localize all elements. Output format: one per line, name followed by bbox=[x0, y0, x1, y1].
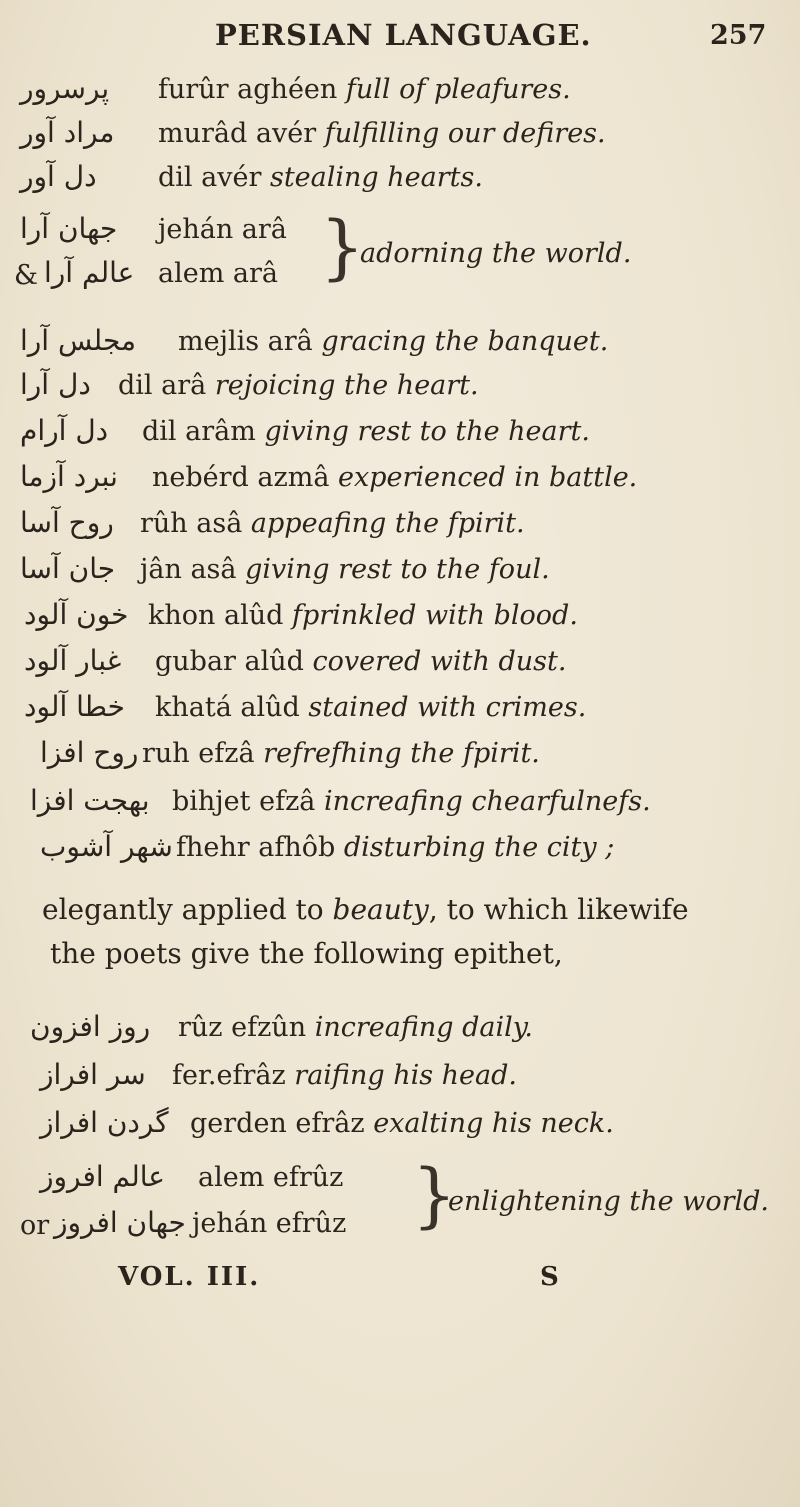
arabic-word: دل آور bbox=[20, 160, 97, 193]
entry-gloss bbox=[155, 692, 586, 723]
transliteration: jân asâ bbox=[140, 554, 237, 585]
arabic-word: گردن افراز bbox=[40, 1106, 169, 1139]
transliteration: fhehr afhôb bbox=[176, 832, 336, 863]
arabic-word: نبرد آزما bbox=[20, 460, 118, 493]
english-meaning: refrefhing the fpirit. bbox=[263, 738, 540, 769]
arabic-word: جان آسا bbox=[20, 552, 116, 585]
arabic-word: مجلس آرا bbox=[20, 324, 137, 357]
transliteration: murâd avér bbox=[158, 118, 317, 149]
transliteration: gerden efrâz bbox=[190, 1108, 365, 1139]
transliteration: alem arâ bbox=[158, 258, 278, 289]
english-meaning: raifing his head. bbox=[294, 1060, 517, 1091]
page-number: 257 bbox=[710, 20, 767, 51]
prose-text: the poets give the following epithet, bbox=[50, 937, 563, 970]
english-meaning: gracing the banquet. bbox=[321, 326, 609, 357]
english-meaning: exalting his neck. bbox=[373, 1108, 614, 1139]
english-meaning: fprinkled with blood. bbox=[291, 600, 578, 631]
english-meaning: giving rest to the heart. bbox=[264, 416, 590, 447]
transliteration: rûz efzûn bbox=[178, 1012, 307, 1043]
transliteration: khon alûd bbox=[148, 600, 284, 631]
entry-gloss bbox=[172, 786, 651, 817]
arabic-word: روز افزون bbox=[30, 1010, 151, 1043]
transliteration: dil avér bbox=[158, 162, 262, 193]
arabic-word: جهان افروز bbox=[54, 1206, 186, 1239]
transliteration: rûh asâ bbox=[140, 508, 243, 539]
prose-emphasis: beauty bbox=[332, 893, 429, 926]
brace-gloss: enlightening the world. bbox=[448, 1186, 769, 1217]
vocab-entry bbox=[0, 506, 800, 548]
entry-gloss bbox=[178, 326, 608, 357]
vocab-entry bbox=[0, 1010, 800, 1052]
arabic-word: بهجت افزا bbox=[30, 784, 150, 817]
arabic-word: مراد آور bbox=[20, 116, 115, 149]
transliteration: bihjet efzâ bbox=[172, 786, 316, 817]
vocab-entry bbox=[0, 830, 800, 872]
vocab-entry bbox=[0, 116, 800, 158]
entry-gloss bbox=[118, 370, 479, 401]
vocab-entry bbox=[0, 552, 800, 594]
prose-line bbox=[50, 932, 770, 976]
running-header bbox=[0, 10, 800, 60]
english-meaning: increafing chearfulnefs. bbox=[323, 786, 651, 817]
arabic-word: غبار آلود bbox=[24, 644, 122, 677]
entry-gloss bbox=[152, 462, 637, 493]
vocab-entry bbox=[0, 72, 800, 114]
english-meaning: appeafing the fpirit. bbox=[250, 508, 525, 539]
vocab-entry bbox=[0, 598, 800, 640]
arabic-word: دل آرام bbox=[20, 414, 109, 447]
entry-gloss bbox=[158, 74, 571, 105]
transliteration: jehán arâ bbox=[158, 214, 287, 245]
arabic-word: روح افزا bbox=[40, 736, 139, 769]
arabic-word: شهر آشوب bbox=[40, 830, 173, 863]
arabic-word: خطا آلود bbox=[24, 690, 125, 723]
arabic-word: سر افراز bbox=[40, 1058, 146, 1091]
vocab-entry bbox=[0, 414, 800, 456]
english-meaning: rejoicing the heart. bbox=[214, 370, 479, 401]
entry-gloss bbox=[140, 554, 550, 585]
entry-gloss bbox=[190, 1108, 614, 1139]
vocab-entry bbox=[0, 160, 800, 202]
english-meaning: covered with dust. bbox=[312, 646, 567, 677]
vocab-entry bbox=[0, 1058, 800, 1100]
transliteration: dil arâm bbox=[142, 416, 256, 447]
vocab-entry bbox=[0, 368, 800, 410]
english-meaning: stealing hearts. bbox=[269, 162, 483, 193]
english-meaning: experienced in battle. bbox=[338, 462, 638, 493]
conjunction: & bbox=[14, 260, 39, 291]
vocab-entry bbox=[0, 690, 800, 732]
english-meaning: giving rest to the foul. bbox=[245, 554, 550, 585]
brace-mark: } bbox=[320, 206, 365, 288]
brace-gloss: adorning the world. bbox=[360, 238, 632, 269]
entry-gloss bbox=[176, 832, 614, 863]
entry-gloss bbox=[178, 1012, 533, 1043]
transliteration: dil arâ bbox=[118, 370, 207, 401]
arabic-word: جهان آرا bbox=[20, 212, 118, 245]
vocab-entry bbox=[0, 1106, 800, 1148]
transliteration: nebérd azmâ bbox=[152, 462, 330, 493]
english-meaning: stained with crimes. bbox=[308, 692, 587, 723]
transliteration: ruh efzâ bbox=[142, 738, 255, 769]
vocab-entry bbox=[0, 460, 800, 502]
vocab-entry bbox=[0, 644, 800, 686]
english-meaning: full of pleafures. bbox=[345, 74, 571, 105]
transliteration: mejlis arâ bbox=[178, 326, 313, 357]
prose-text: elegantly applied to bbox=[42, 893, 324, 926]
entry-gloss bbox=[158, 162, 483, 193]
english-meaning: increafing daily. bbox=[314, 1012, 533, 1043]
brace-mark: } bbox=[412, 1154, 457, 1236]
arabic-word: عالم افروز bbox=[40, 1160, 165, 1193]
arabic-word: روح آسا bbox=[20, 506, 114, 539]
arabic-word: دل آرا bbox=[20, 368, 91, 401]
entry-gloss bbox=[142, 738, 540, 769]
conjunction: or bbox=[20, 1210, 50, 1241]
arabic-word: خون آلود bbox=[24, 598, 129, 631]
entry-gloss bbox=[148, 600, 578, 631]
transliteration: khatá alûd bbox=[155, 692, 300, 723]
prose-text: , to which likewife bbox=[428, 893, 689, 926]
prose-line bbox=[42, 888, 762, 932]
transliteration: alem efrûz bbox=[198, 1162, 344, 1193]
transliteration: gubar alûd bbox=[155, 646, 304, 677]
volume-label: VOL. III. bbox=[118, 1262, 261, 1292]
transliteration: fer.efrâz bbox=[172, 1060, 286, 1091]
entry-gloss bbox=[158, 118, 606, 149]
english-meaning: disturbing the city ; bbox=[343, 832, 615, 863]
arabic-word: پرسرور bbox=[20, 72, 110, 105]
arabic-word: عالم آرا bbox=[44, 256, 135, 289]
entry-gloss bbox=[155, 646, 566, 677]
entry-gloss bbox=[142, 416, 590, 447]
transliteration: jehán efrûz bbox=[192, 1208, 347, 1239]
signature-mark: S bbox=[540, 1262, 559, 1292]
running-title: PERSIAN LANGUAGE. bbox=[215, 18, 592, 52]
english-meaning: fulfilling our defires. bbox=[324, 118, 606, 149]
vocab-entry bbox=[0, 784, 800, 826]
vocab-entry bbox=[0, 324, 800, 366]
entry-gloss bbox=[172, 1060, 517, 1091]
page-footer bbox=[0, 1262, 800, 1302]
transliteration: furûr aghéen bbox=[158, 74, 338, 105]
entry-gloss bbox=[140, 508, 525, 539]
vocab-entry bbox=[0, 736, 800, 778]
